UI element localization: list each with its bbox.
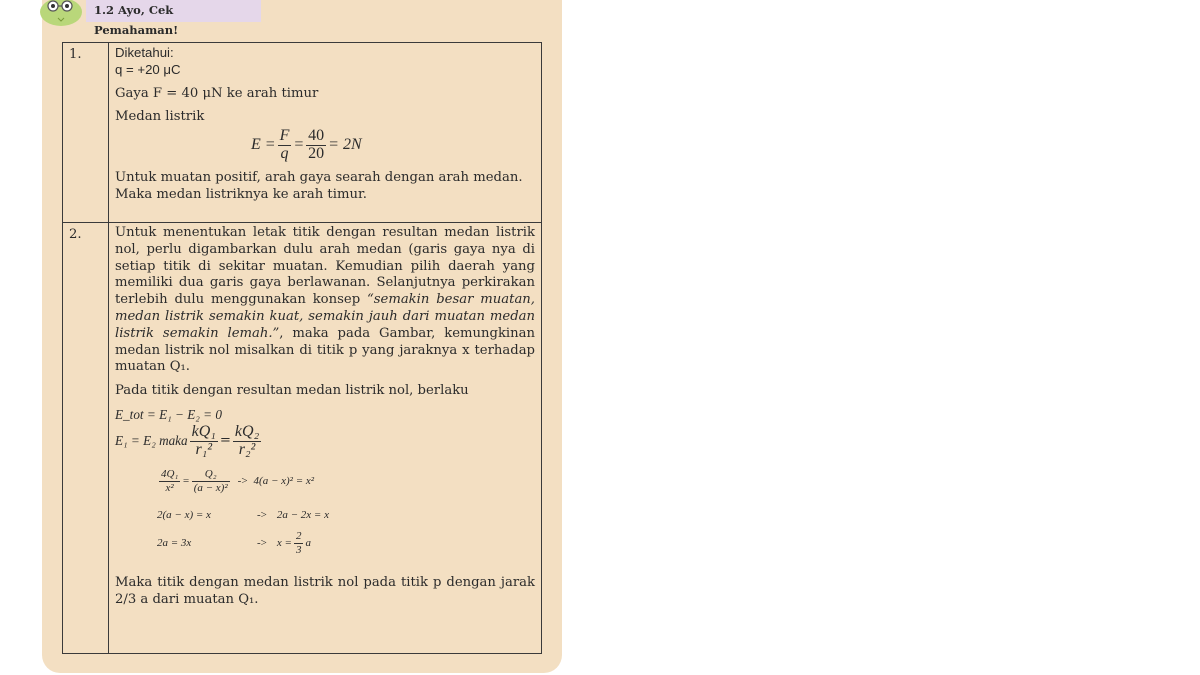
question-number: 2. <box>63 223 109 654</box>
step-one: $\frac{\text{4Q₁}}{\text{x²}}$ = $\frac{\text{Q₂}}{\text{(a − x)²}}$ -> 4(a − x)² = x² <box>161 468 315 495</box>
owl-mascot-icon <box>38 0 84 30</box>
total-field-equation: E_tot = E₁ − E₂ = 0 <box>115 406 222 422</box>
field-label: Medan listrik <box>115 109 205 125</box>
conclusion-line: Maka medan listriknya ke arah timur. <box>115 186 367 202</box>
answer-cell <box>109 43 542 223</box>
zero-field-line: Pada titik dengan resultan medan listrik nol, berlaku <box>115 383 469 399</box>
force-value: Gaya F = 40 μN ke arah timur <box>115 85 319 101</box>
explanation-paragraph: Untuk menentukan letak titik dengan resultan medan listrik nol, perlu digambarkan dulu arah medan (garis gaya nya di setiap titik di sekitar muatan. Kemudian pilih daerah yang memiliki dua garis gaya berlawanan. Selanjutnya perkirakan terlebih dulu menggunakan konsep “semakin besar muatan, medan listrik semakin kuat, semakin jauh dari muatan medan listrik semakin lemah.”, maka pada Gambar, kemungkinan medan listrik nol misalkan di titik p yang jaraknya x terhadap muatan Q₁. <box>115 225 535 375</box>
final-conclusion: Maka titik dengan medan listrik nol pada titik p dengan jarak 2/3 a dari muatan Q₁. <box>115 575 535 608</box>
question-number: 1. <box>63 43 109 223</box>
section-title: 1.2 Ayo, Cek Pemahaman! <box>86 0 261 22</box>
field-equation: E = $\frac{F}{q}$ = $\frac{40}{20}$ = 2N <box>251 127 362 162</box>
conclusion-line: Untuk muatan positif, arah gaya searah dengan arah medan. <box>115 169 523 185</box>
step-two: 2(a − x) = x -> 2a − 2x = x <box>157 509 329 522</box>
charge-value: q = +20 μC <box>115 61 181 77</box>
table-row <box>63 223 542 654</box>
table-row <box>63 43 542 223</box>
answer-table <box>62 42 542 654</box>
answer-cell <box>109 223 542 654</box>
equality-equation: E₁ = E₂ maka $\frac{\text{kQ₁}}{\text{r₁²}}$ = $\frac{\text{kQ₂}}{\text{r₂²}}$ <box>115 422 260 458</box>
step-three: 2a = 3x -> x = $\frac{2}{3}$ a <box>157 530 311 557</box>
known-label: Diketahui: <box>115 45 174 60</box>
